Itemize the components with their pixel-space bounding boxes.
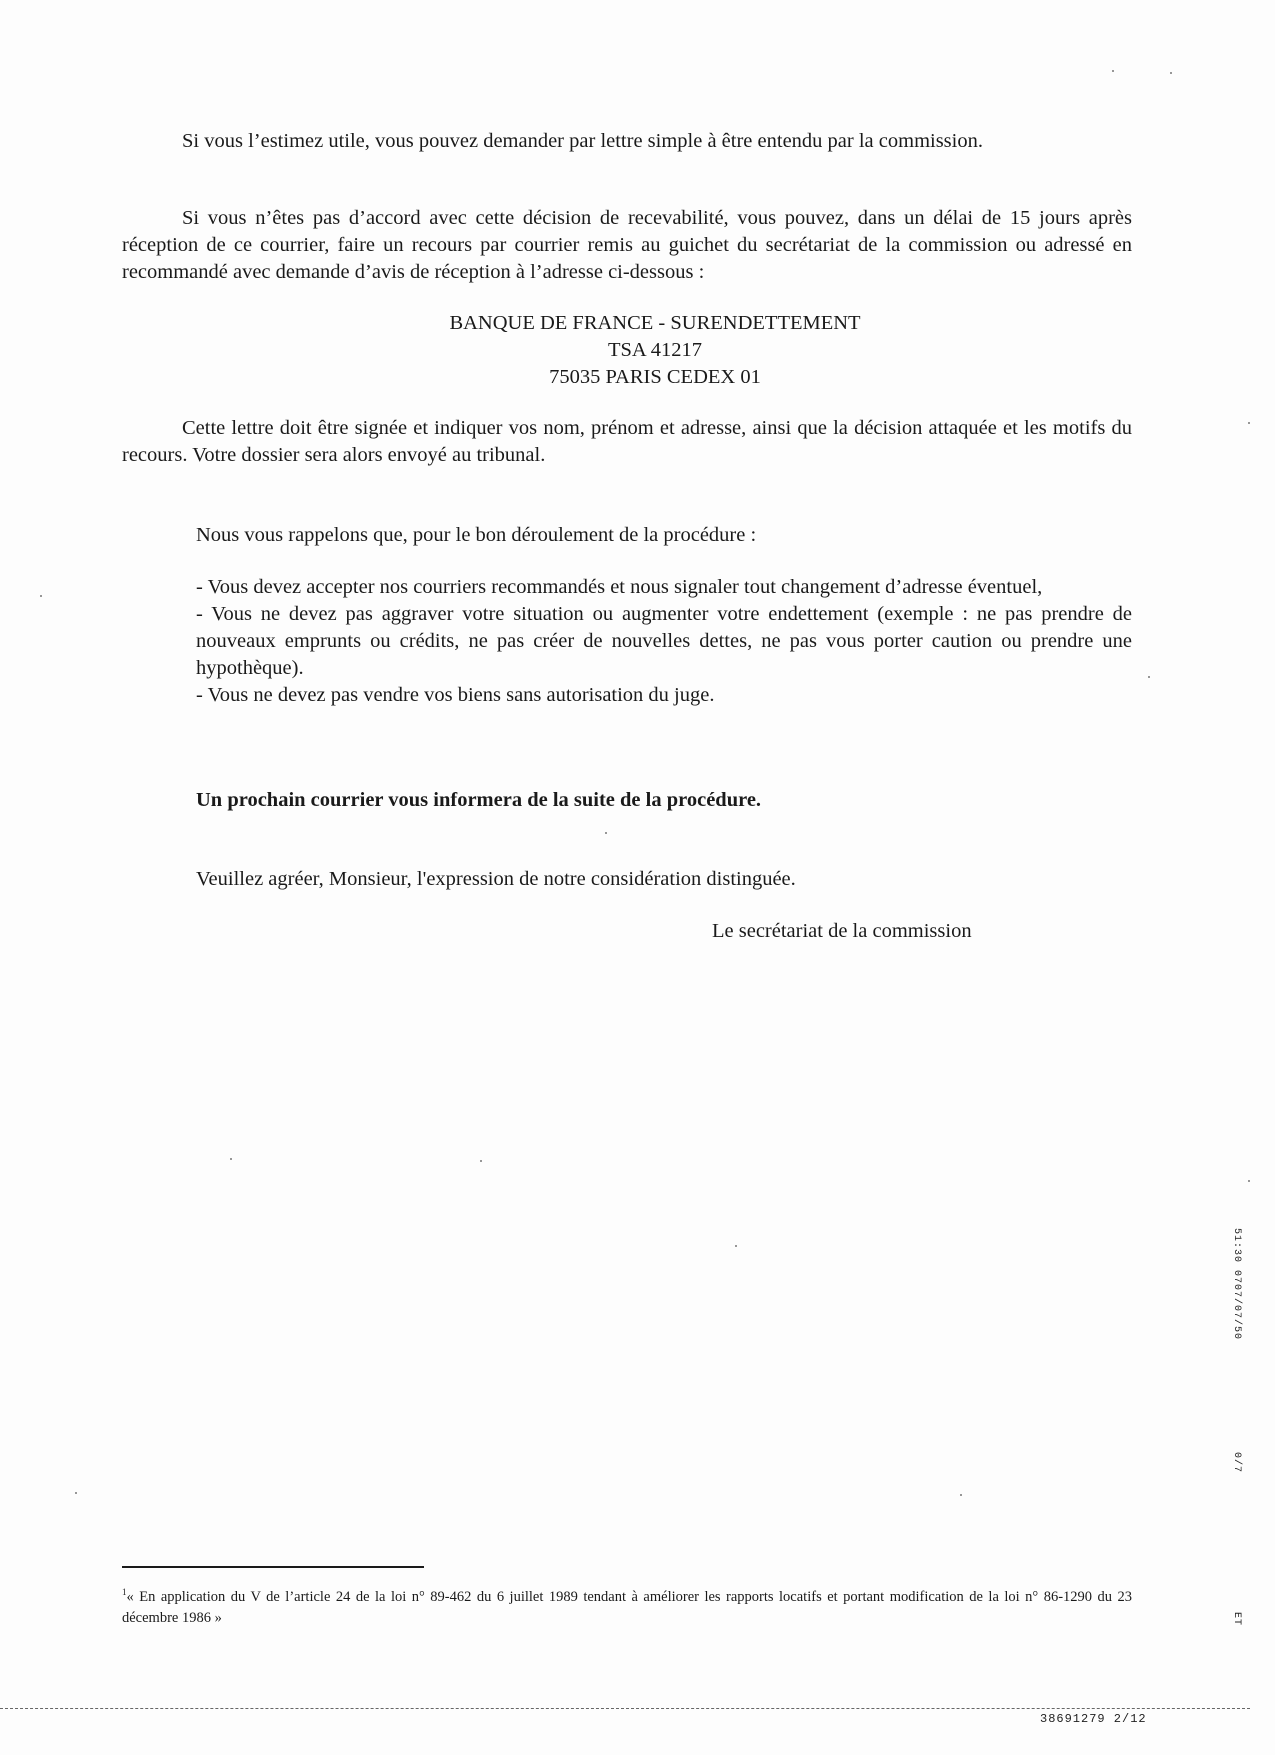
- scan-speck: [1112, 70, 1114, 72]
- footnote: [122, 1582, 1132, 1629]
- paragraph-hearing-request: Si vous l’estimez utile, vous pouvez demander par lettre simple à être entendu par la commission.: [182, 130, 983, 152]
- scan-speck: [40, 595, 42, 597]
- footnote-text: « En application du V de l’article 24 de la loi n° 89-462 du 6 juillet 1989 tendant à améliorer les rapports locatifs et portant modification de la loi n° 86-1290 du 23 décembre 1986 »: [122, 1588, 1132, 1626]
- list-item: - Vous ne devez pas vendre vos biens sans autorisation du juge.: [196, 684, 715, 706]
- scan-bottom-line: [0, 1708, 1250, 1709]
- list-item: - Vous devez accepter nos courriers recommandés et nous signaler tout changement d’adresse éventuel,: [196, 576, 1043, 598]
- scan-speck: [605, 832, 607, 834]
- scan-speck: [480, 1160, 482, 1162]
- obligations-list: [196, 574, 1132, 709]
- scan-speck: [1248, 1180, 1250, 1182]
- page-reference: 38691279 2/12: [1040, 1712, 1147, 1726]
- scan-speck: [1170, 72, 1172, 74]
- address-line-3: 75035 PARIS CEDEX 01: [549, 366, 761, 388]
- fax-page-stamp: 0/7: [1231, 1452, 1242, 1474]
- paragraph-appeal-info: Si vous n’êtes pas d’accord avec cette décision de recevabilité, vous pouvez, dans un délai de 15 jours après réception de ce courrier, faire un recours par courrier remis au guichet du secrétariat de la commission ou adressé en recommandé avec demande d’avis de réception à l’adresse ci-dessous :: [122, 207, 1132, 283]
- bold-notice: Un prochain courrier vous informera de la suite de la procédure.: [196, 789, 762, 811]
- signature: Le secrétariat de la commission: [712, 920, 972, 942]
- address-block: [300, 310, 1010, 391]
- closing-formula: Veuillez agréer, Monsieur, l'expression de notre considération distinguée.: [196, 868, 796, 890]
- scan-speck: [960, 1494, 962, 1496]
- address-line-2: TSA 41217: [608, 339, 702, 361]
- fax-margin-stamp: ET: [1231, 1612, 1242, 1627]
- scan-speck: [75, 1492, 77, 1494]
- footnote-separator: [122, 1566, 424, 1568]
- scan-speck: [1248, 422, 1250, 424]
- fax-header-stamp: 51:30 0707/07/50: [1231, 1228, 1242, 1341]
- address-line-1: BANQUE DE FRANCE - SURENDETTEMENT: [449, 312, 861, 334]
- footnote-marker: 1: [122, 1587, 127, 1597]
- scan-speck: [1148, 676, 1150, 678]
- list-item: - Vous ne devez pas aggraver votre situation ou augmenter votre endettement (exemple : ne pas prendre de nouveaux emprunts ou crédits, ne pas créer de nouvelles dettes, ne pas vous porter caution ou prendre une hypothèque).: [196, 603, 1132, 679]
- scan-speck: [230, 1158, 232, 1160]
- scan-speck: [735, 1245, 737, 1247]
- paragraph-reminder-intro: Nous vous rappelons que, pour le bon déroulement de la procédure :: [196, 524, 757, 546]
- paragraph-appeal-requirements: Cette lettre doit être signée et indiquer vos nom, prénom et adresse, ainsi que la décision attaquée et les motifs du recours. Votre dossier sera alors envoyé au tribunal.: [122, 417, 1132, 466]
